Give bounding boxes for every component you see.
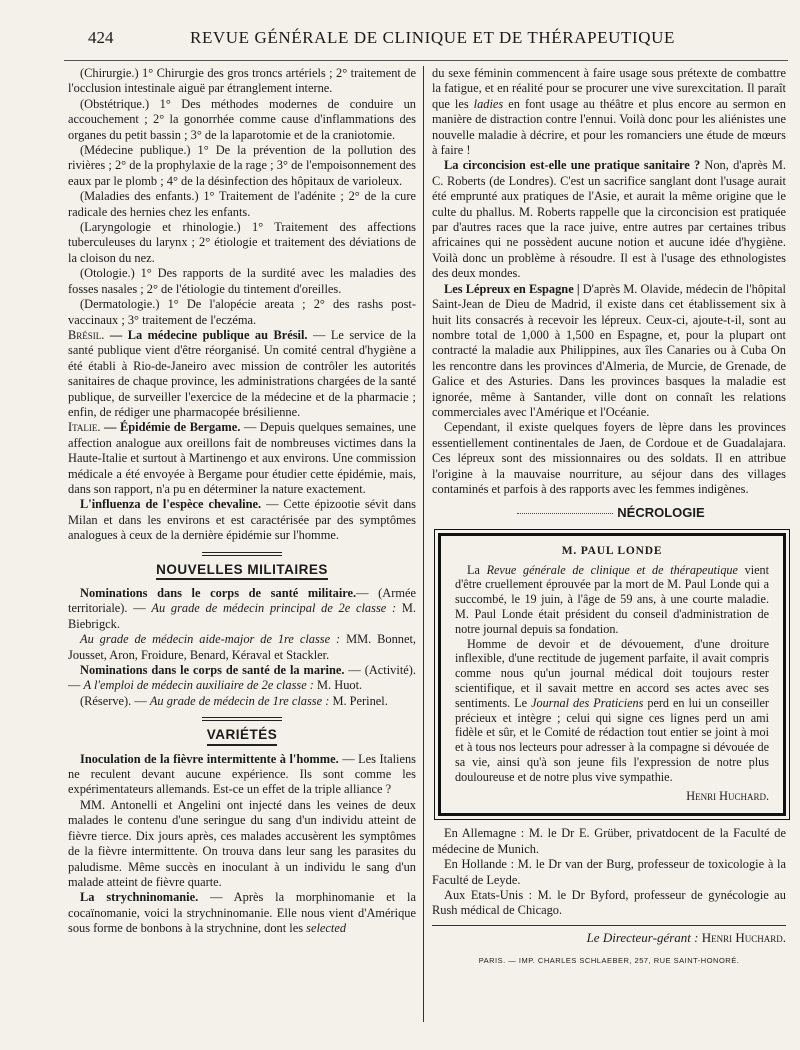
- item-text: — Depuis quelques semaines, une affection analogue aux oreillons fait de nombreuses victimes dans la Haute-Italie et surtout à Martinengo et aux environs. Une commission médicale a été envoyée à Bergame pour étudier cette épidémie, mais, dans son rapport, n'a pu en déterminer la nature exactement.: [68, 420, 416, 496]
- item-text: — (Activité). —: [68, 663, 416, 693]
- text: vient d'être cruellement éprouvée par la mort de M. Paul Londe qui a succombé, le 19 juin, à l'âge de 59 ans, à une courte maladie. M. Paul Londe était président du conseil d'administration de notre journal depuis sa fondation.: [455, 562, 769, 636]
- ornament-rule: [202, 552, 282, 556]
- item-text: — Après la morphinomanie et la cocaïnomanie, voici la strychninomanie. Elle nous vient d'Amérique sous forme de bonbons à la strychnine, dont les: [68, 890, 416, 936]
- obituary-box: [438, 533, 786, 817]
- left-column: [68, 66, 416, 937]
- item-text: (Réserve). —: [80, 693, 150, 708]
- nomination-item: [68, 586, 416, 632]
- paragraph: [432, 66, 786, 158]
- obituary-title: M. PAUL LONDE: [561, 544, 663, 557]
- paragraph: (Médecine publique.) 1° De la prévention de la pollution des rivières ; 2° de la prophylaxie de la rage ; 3° de l'empoisonnement des eaux par le plomb ; 4° de la désinfection des hôpitaux de varioleux.: [68, 143, 416, 188]
- item-grade: Au grade de médecin aide-major de 1re classe :: [80, 632, 341, 647]
- page-number: 424: [88, 28, 114, 47]
- column-divider: [423, 66, 424, 1022]
- item-title: La circoncision est-elle une pratique sanitaire ?: [444, 158, 701, 173]
- paragraph: (Dermatologie.) 1° De l'alopécie areata ; 2° des rashs post-vaccinaux ; 3° traitement de l'eczéma.: [68, 297, 416, 327]
- text-italic: Revue générale de clinique et de thérapeutique: [486, 562, 738, 577]
- item-text: Non, d'après M. C. Roberts (de Londres). C'est un sacrifice sanglant dont l'usage aurait été emprunté aux pratiques de l'Asie, et aurait la même origine que le culte du phallus. M. Roberts rappelle que la circoncision est pratiquée par d'autres races que la race juive, entre autres par certaines tribus africaines qui ne possèdent aucune notion et aucune idée d'hygiène. Voilà donc un problème à résoudre. Il est à l'usage des ethnologistes des deux mondes.: [432, 158, 786, 281]
- section-title: VARIÉTÉS: [207, 727, 278, 745]
- paragraph: En Allemagne : M. le Dr E. Grüber, privatdocent de la Faculté de médecine de Munich.: [432, 826, 786, 856]
- item-title: La strychninomanie.: [80, 890, 199, 905]
- nomination-item: [68, 632, 416, 663]
- header-rule: [64, 60, 788, 61]
- text-italic: ladies: [473, 96, 504, 111]
- section-title: NÉCROLOGIE: [617, 505, 705, 521]
- obituary-signature: Henri Huchard.: [686, 788, 769, 803]
- item-text: — Le service de la santé publique vient d'être réorganisé. Un comité central d'hygiène a été établi à Rio-de-Janeiro avec mission de contrôler les autorités sanitaires de chaque province, les administrations chargées de la santé publique, de surveiller l'exercice de la médecine et de la pharmacie ; enfin, de rédiger une pharmacopée brésilienne.: [68, 327, 416, 419]
- item-title: L'influenza de l'espèce chevaline.: [80, 497, 262, 512]
- variety-item-lepreux: [432, 282, 786, 421]
- ornament-rule: [202, 717, 282, 721]
- item-text: — (Armée territoriale). —: [68, 586, 417, 616]
- text: Homme de devoir et de dévouement, d'une droiture inflexible, d'une rectitude de jugement parfaite, il avait compris comme nous qu'un journal médical doit toujours rester scientifique, et il savait mettre en accord ses actes avec ses sentiments. Le: [455, 636, 769, 710]
- text: La: [467, 562, 487, 577]
- director-label: Le Directeur-gérant :: [586, 929, 699, 945]
- section-heading-nouvelles: [68, 552, 416, 580]
- item-title: Inoculation de la fièvre intermittente à l'homme.: [80, 751, 339, 766]
- news-item-influenza: [68, 497, 416, 543]
- paragraph: MM. Antonelli et Angelini ont injecté dans les veines de deux malades le contenu d'une seringue du sang d'un individu atteint de fièvre tierce. Dix jours après, ces malades accusèrent les symptômes de la fièvre intermittente. On trouva dans leur sang les parasites du paludisme. Même succès en inoculant à un individu le sang d'un malade atteint de fièvre quarte.: [68, 797, 416, 889]
- item-title: — Épidémie de Bergame.: [104, 420, 241, 435]
- right-column: [432, 66, 786, 969]
- paragraph: (Chirurgie.) 1° Chirurgie des gros troncs artériels ; 2° traitement de l'occlusion intestinale aiguë par étranglement interne.: [68, 66, 416, 96]
- paragraph: Cependant, il existe quelques foyers de lèpre dans les provinces essentiellement continentales de Jaen, de Cordoue et de Guadalajara. Ces lépreux sont des missionnaires ou des soldats. Il en attribue l'origine à la mauvaise nourriture, au séjour dans des villages contaminés et parfois à des rapports avec les femmes indigènes.: [432, 420, 786, 496]
- item-text: M. Perinel.: [329, 693, 388, 708]
- item-title: — La médecine publique au Brésil.: [109, 327, 308, 342]
- item-grade: A l'emploi de médecin auxiliaire de 2e classe :: [83, 678, 314, 693]
- item-text: — Les Italiens ne reculent devant aucune expérience. Ils sont comme les expérimentateurs allemands. Est-ce un effet de la triple alliance ?: [68, 751, 416, 797]
- paragraph: (Obstétrique.) 1° Des méthodes modernes de conduire un accouchement ; 2° la gonorrhée comme cause d'inflammations des organes du petit bassin ; 3° de la laparotomie et de la craniotomie.: [68, 96, 416, 142]
- director-line: [432, 925, 786, 945]
- dotted-rule: [517, 513, 613, 514]
- item-text: MM. Bonnet, Jousset, Aron, Froidure, Benard, Kéraval et Stackler.: [68, 632, 416, 662]
- text: perd en lui un conseiller précieux et intègre ; celui qui signe ces lignes perd un ami fidèle et sûr, et le Comité de rédaction tout entier se joint à moi et à tous nos lecteurs pour adresser à la compagne si dévouée de sa vie, ainsi qu'à son jeune fils l'expression de notre plus douloureuse et de notre plus vive sympathie.: [455, 695, 769, 784]
- paragraph: (Otologie.) 1° Des rapports de la surdité avec les maladies des fosses nasales ; 2° de l'étiologie du tintement d'oreilles.: [68, 266, 416, 296]
- section-heading-varietes: [68, 717, 416, 745]
- nomination-item: [68, 663, 416, 694]
- text: en font usage au théâtre et plus encore au sermon en manière de distraction contre l'ennui. Voilà donc pour les aliénistes une nouvelle maladie à décrire, et pour les romanciers une étude de mœurs à faire !: [432, 96, 786, 158]
- text: du sexe féminin commencent à faire usage sous prétexte de combattre la fatigue, et en réalité pour se procurer une vive surexcitation. Il paraît que les: [432, 66, 786, 111]
- section-heading-necrologie: [432, 505, 786, 520]
- country-label: Brésil.: [68, 327, 105, 342]
- variety-item-inoculation: [68, 752, 416, 798]
- running-title: REVUE GÉNÉRALE DE CLINIQUE ET DE THÉRAPEUTIQUE: [190, 28, 675, 47]
- item-title: Nominations dans le corps de santé militaire.: [80, 586, 357, 600]
- printer-imprint: PARIS. — IMP. CHARLES SCHLAEBER, 257, RUE SAINT-HONORÉ.: [478, 956, 740, 966]
- item-title: Les Lépreux en Espagne |: [444, 281, 580, 296]
- text-italic: Journal des Praticiens: [531, 695, 644, 710]
- paragraph: Aux Etats-Unis : M. le Dr Byford, professeur de gynécologie au Rush médical de Chicago.: [432, 887, 786, 918]
- paragraph: [455, 563, 769, 637]
- item-grade: Au grade de médecin de 1re classe :: [149, 693, 330, 708]
- item-text: M. Huot.: [313, 678, 363, 693]
- item-text: M. Biebrigck.: [68, 601, 416, 631]
- variety-item-circoncision: [432, 158, 786, 281]
- country-label: Italie.: [68, 420, 101, 435]
- paragraph: (Maladies des enfants.) 1° Traitement de l'adénite ; 2° de la cure radicale des hernies chez les enfants.: [68, 189, 416, 219]
- director-name: Henri Huchard.: [698, 929, 786, 945]
- variety-item-strychnine: [68, 890, 416, 936]
- page-header: [0, 28, 800, 56]
- news-item-italie: [68, 420, 416, 497]
- item-italic: selected: [306, 921, 347, 936]
- section-title: NOUVELLES MILITAIRES: [156, 562, 328, 580]
- item-grade: Au grade de médecin principal de 2e classe :: [151, 601, 397, 616]
- item-text: D'après M. Olavide, médecin de l'hôpital Saint-Jean de Dieu de Madrid, il existe dans cet établissement six à huit lits consacrés à recevoir les lépreux. Ceux-ci, ajoute-t-il, sont au nombre total de 1,000 à 1,500 en Espagne, et, pour la plupart ont contracté la maladie aux Philippines, aux îles Canaries ou à Cuba On les rencontre dans les provinces d'Almeria, de Murcie, de Grenade, de Galice et des Asturies. Dans les provinces basques la maladie est ignorée, même à Santander, ville dont on connaît les relations commerciales avec l'Amérique et l'Océanie.: [432, 281, 786, 419]
- paragraph: [455, 637, 769, 785]
- paragraph: En Hollande : M. le Dr van der Burg, professeur de toxicologie à la Faculté de Leyde.: [432, 857, 786, 887]
- item-text: — Cette épizootie sévit dans Milan et dans les environs et est caractérisée par des symptômes analogues à ceux de la dernière épidémie sur l'homme.: [68, 497, 416, 543]
- nomination-item: [68, 694, 416, 709]
- news-item-bresil: [68, 328, 416, 420]
- paragraph: (Laryngologie et rhinologie.) 1° Traitement des affections tuberculeuses du larynx ; 2° étiologie et traitement des déviations de la cloison du nez.: [68, 220, 416, 265]
- item-title: Nominations dans le corps de santé de la marine.: [80, 663, 345, 678]
